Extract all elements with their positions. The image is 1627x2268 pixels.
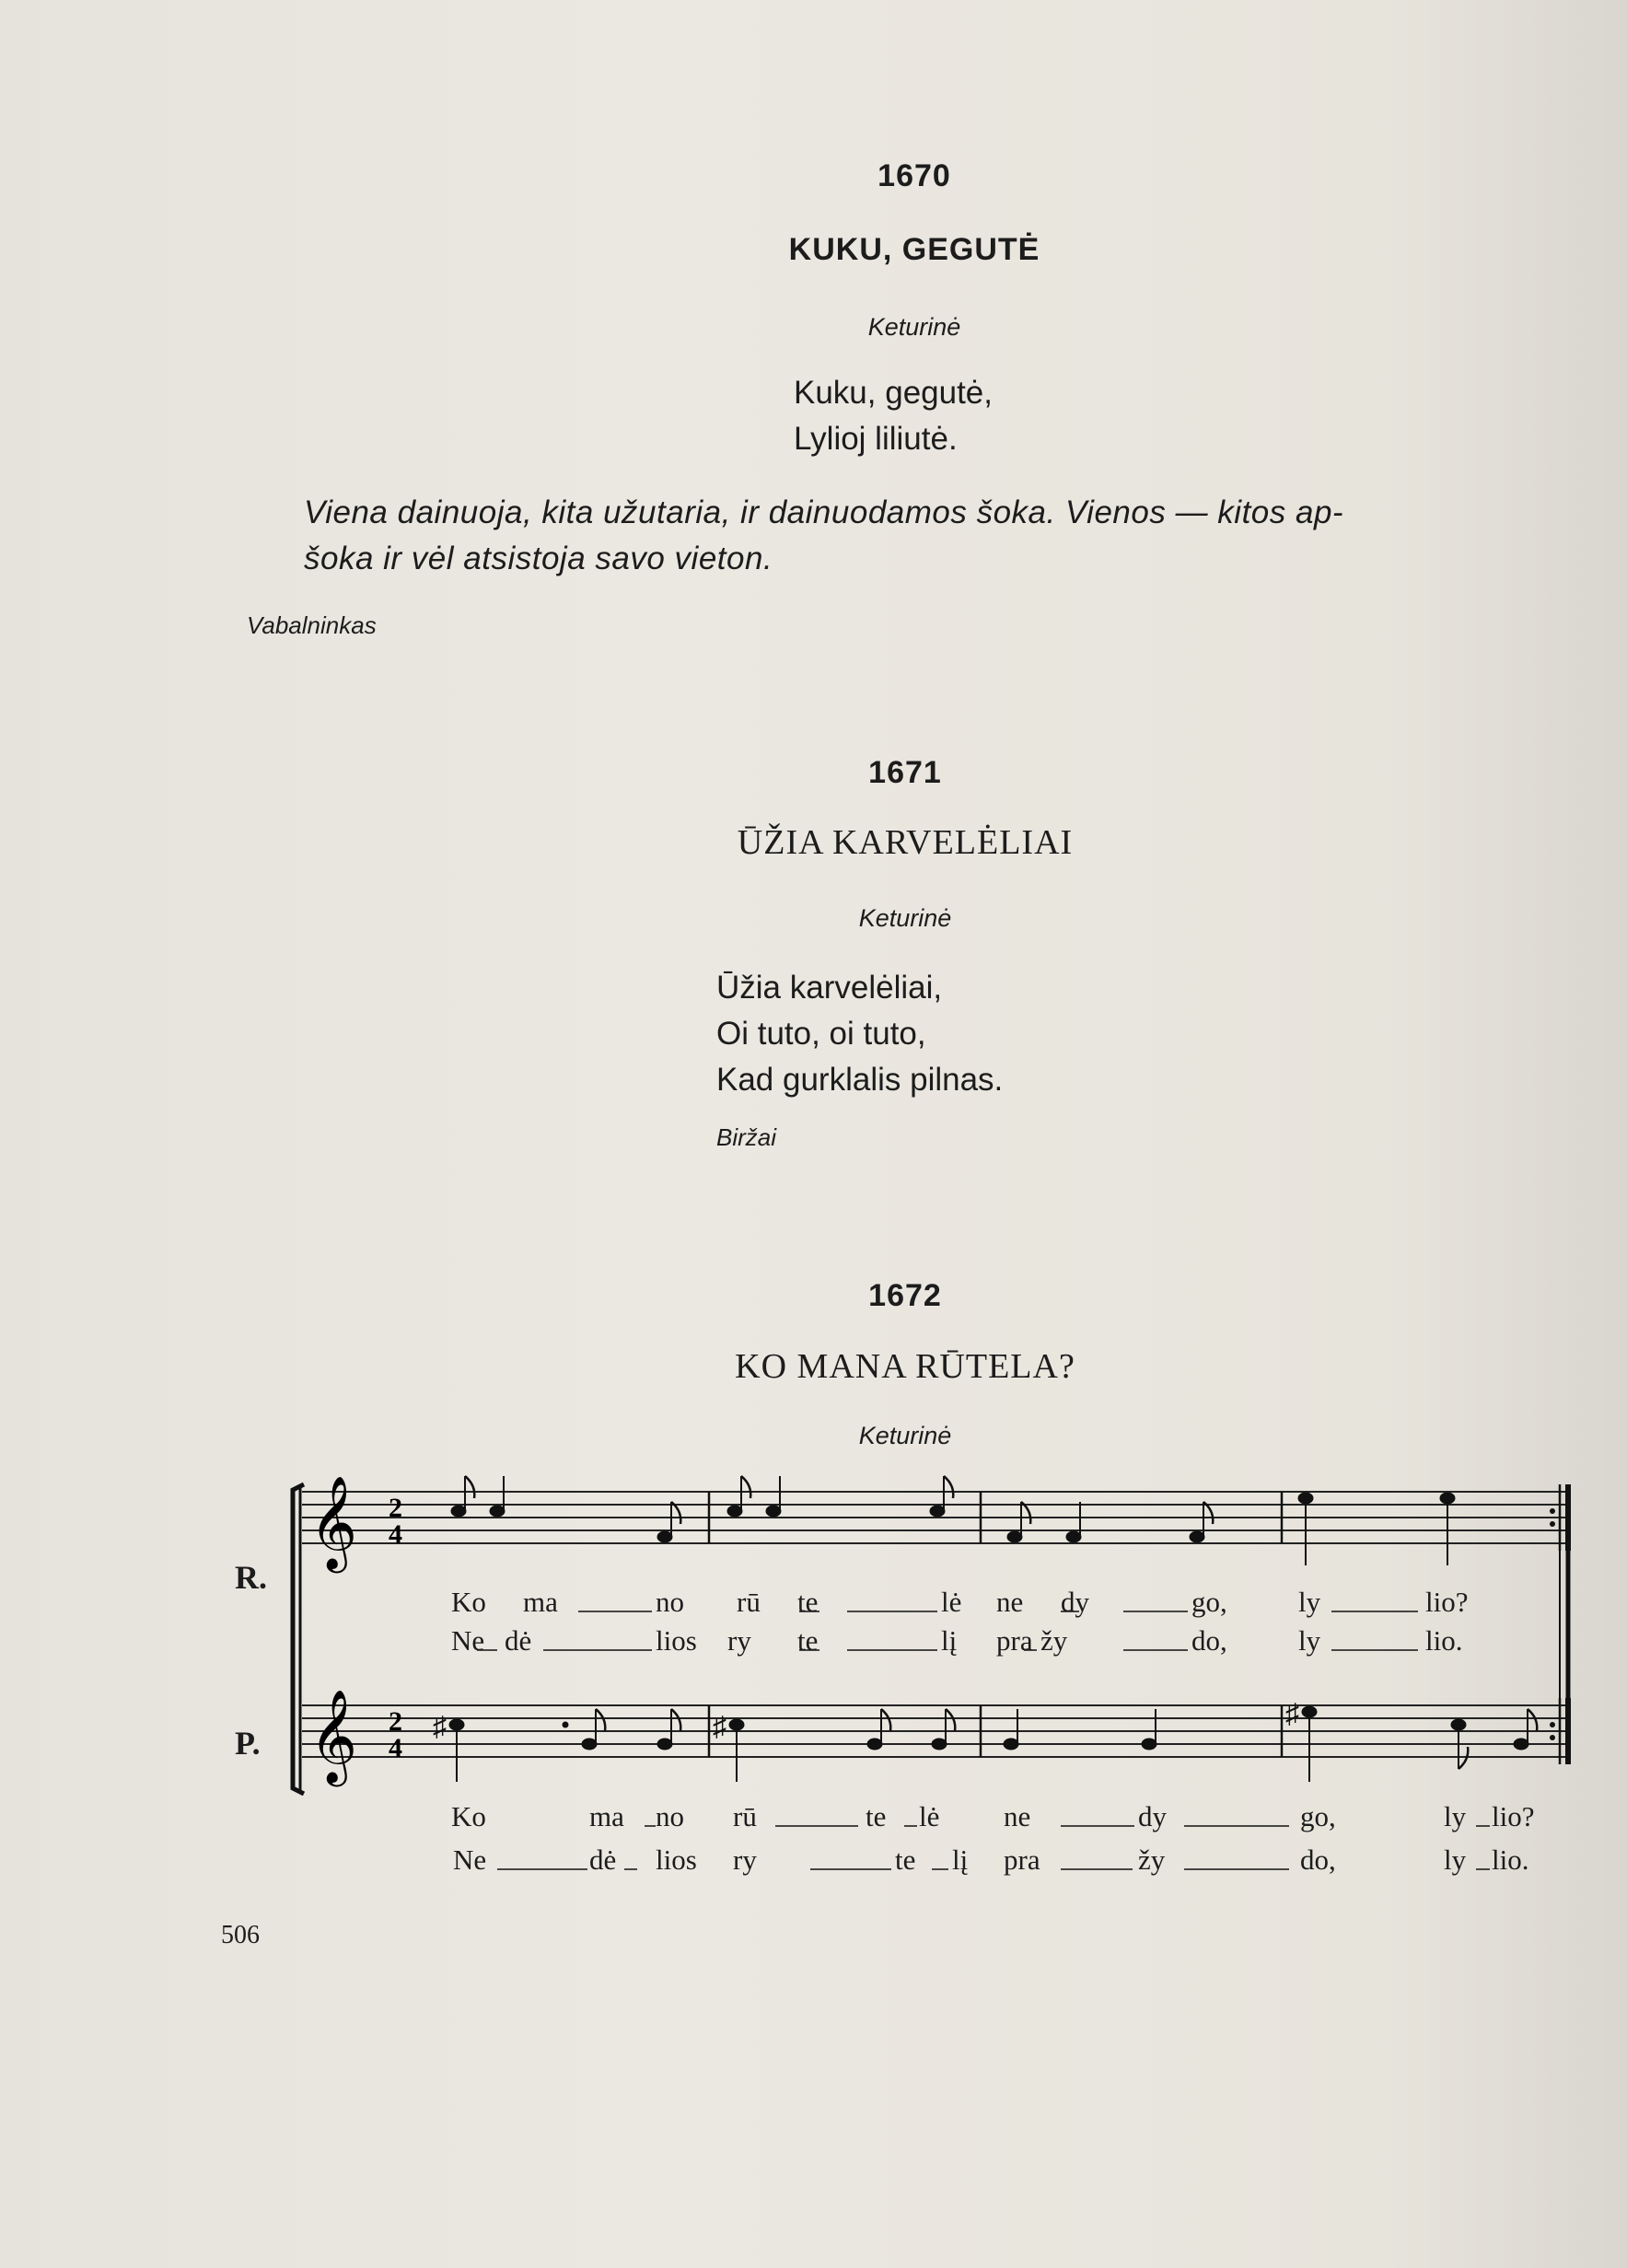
note-head [1302, 1706, 1317, 1717]
lyric-syllable: rū [737, 1586, 761, 1618]
lyric-syllable: go, [1191, 1586, 1227, 1618]
lyric-syllable: žy [1040, 1624, 1068, 1657]
lyric-syllable: lio? [1425, 1586, 1469, 1618]
sharp-icon: ♯ [433, 1712, 447, 1742]
note-head [1066, 1531, 1081, 1542]
lyric-syllable: no [656, 1586, 684, 1618]
lyric-syllable: dy [1138, 1800, 1167, 1832]
time-signature-top: 2 [389, 1706, 402, 1737]
song-number: 1672 [868, 1278, 942, 1313]
lyric-syllable: lė [941, 1586, 962, 1618]
treble-clef-icon: 𝄞 [309, 1479, 358, 1568]
song-title: KO MANA RŪTELA? [735, 1347, 1075, 1386]
lyric-syllable: lį [941, 1624, 958, 1657]
lyric-syllable: ry [733, 1843, 757, 1876]
page-number: 506 [221, 1921, 260, 1949]
lyric-syllable: lios [656, 1843, 697, 1876]
lyric-syllable: do, [1191, 1624, 1227, 1657]
note-head [1007, 1531, 1022, 1542]
lyric-syllable: ly [1298, 1586, 1321, 1618]
note-head [1142, 1739, 1156, 1750]
lyric-syllable: pra [996, 1624, 1033, 1657]
song-kind: Keturinė [867, 313, 961, 341]
note-head [930, 1506, 945, 1517]
lyric-syllable: te [866, 1800, 887, 1832]
song-kind: Keturinė [858, 1422, 952, 1449]
time-signature-bottom: 4 [389, 1519, 402, 1550]
lyric-syllable: rū [733, 1800, 757, 1832]
lyric-syllable: te [895, 1843, 916, 1876]
upper-staff [302, 1492, 1570, 1543]
note-line: Viena dainuoja, kita užutaria, ir dainuodamos šoka. Vienos — kitos ap- [304, 494, 1344, 530]
song-title: KUKU, GEGUTĖ [788, 232, 1040, 267]
system-barlines [1560, 1551, 1568, 1698]
lyric-syllable: dė [505, 1624, 532, 1657]
place-name: Vabalninkas [247, 611, 377, 639]
note-head [490, 1506, 505, 1517]
upper-notes [451, 1476, 1455, 1565]
note-head [1004, 1739, 1018, 1750]
note-head [1440, 1493, 1455, 1504]
song-kind: Keturinė [858, 904, 952, 932]
note-head [867, 1739, 882, 1750]
note-head [727, 1506, 742, 1517]
verse-line: Lylioj liliutė. [794, 421, 958, 457]
lyric-syllable: lio. [1425, 1624, 1463, 1657]
note-head [657, 1739, 672, 1750]
lyric-syllable: dė [589, 1843, 617, 1876]
lyric-syllable: lė [919, 1800, 940, 1832]
lyric-syllable: no [656, 1800, 684, 1832]
song-title: ŪŽIA KARVELĖLIAI [737, 823, 1074, 862]
note-line: šoka ir vėl atsistoja savo vieton. [304, 541, 773, 576]
dot-icon [563, 1722, 568, 1727]
note-head [449, 1719, 464, 1730]
lyric-syllable: Ko [451, 1800, 486, 1832]
lyric-syllable: go, [1300, 1800, 1336, 1832]
note-head [451, 1506, 466, 1517]
voice-label-p: P. [235, 1725, 261, 1762]
place-name: Biržai [716, 1123, 777, 1151]
voice-label-r: R. [235, 1559, 267, 1596]
verse-line: Kad gurklalis pilnas. [716, 1062, 1004, 1098]
lyric-syllable: ly [1444, 1800, 1467, 1832]
lyric-syllable: do, [1300, 1843, 1336, 1876]
lyric-syllable: ne [996, 1586, 1024, 1618]
sharp-icon: ♯ [713, 1712, 726, 1742]
lyric-syllable: lios [656, 1624, 697, 1657]
lyric-syllable: ma [589, 1800, 624, 1832]
note-head [932, 1739, 947, 1750]
verse-line: Oi tuto, oi tuto, [716, 1016, 926, 1052]
lyric-syllable: ry [727, 1624, 751, 1657]
verse-line: Ūžia karvelėliai, [716, 970, 943, 1006]
lyric-extenders-lower [497, 1826, 1490, 1869]
song-number: 1671 [868, 755, 942, 790]
note-head [1190, 1531, 1204, 1542]
lyric-syllable: Ne [451, 1624, 485, 1657]
lower-notes [433, 1699, 1537, 1782]
song-number: 1670 [877, 158, 951, 193]
note-head [657, 1531, 672, 1542]
lyric-syllable: lio. [1492, 1843, 1529, 1876]
verse-line: Kuku, gegutė, [794, 375, 993, 411]
note-head [766, 1506, 781, 1517]
lyric-syllable: pra [1004, 1843, 1040, 1876]
lyric-syllable: lį [952, 1843, 969, 1876]
time-signature-bottom: 4 [389, 1733, 402, 1763]
lyric-syllable: ma [523, 1586, 558, 1618]
note-head [1514, 1739, 1528, 1750]
lyric-syllable: ly [1444, 1843, 1467, 1876]
lyric-syllable: žy [1138, 1843, 1166, 1876]
lyric-syllable: ne [1004, 1800, 1031, 1832]
lyric-syllable: ly [1298, 1624, 1321, 1657]
time-signature-top: 2 [389, 1493, 402, 1523]
note-head [729, 1719, 744, 1730]
lyric-syllable: te [797, 1624, 819, 1657]
lyric-syllable: dy [1061, 1586, 1089, 1618]
lyric-syllable: Ne [453, 1843, 487, 1876]
lyric-syllable: Ko [451, 1586, 486, 1618]
note-head [582, 1739, 597, 1750]
note-head [1451, 1719, 1466, 1730]
sharp-icon: ♯ [1285, 1699, 1299, 1729]
treble-clef-icon: 𝄞 [309, 1692, 358, 1782]
lyric-syllable: lio? [1492, 1800, 1535, 1832]
note-head [1298, 1493, 1313, 1504]
lyric-syllable: te [797, 1586, 819, 1618]
